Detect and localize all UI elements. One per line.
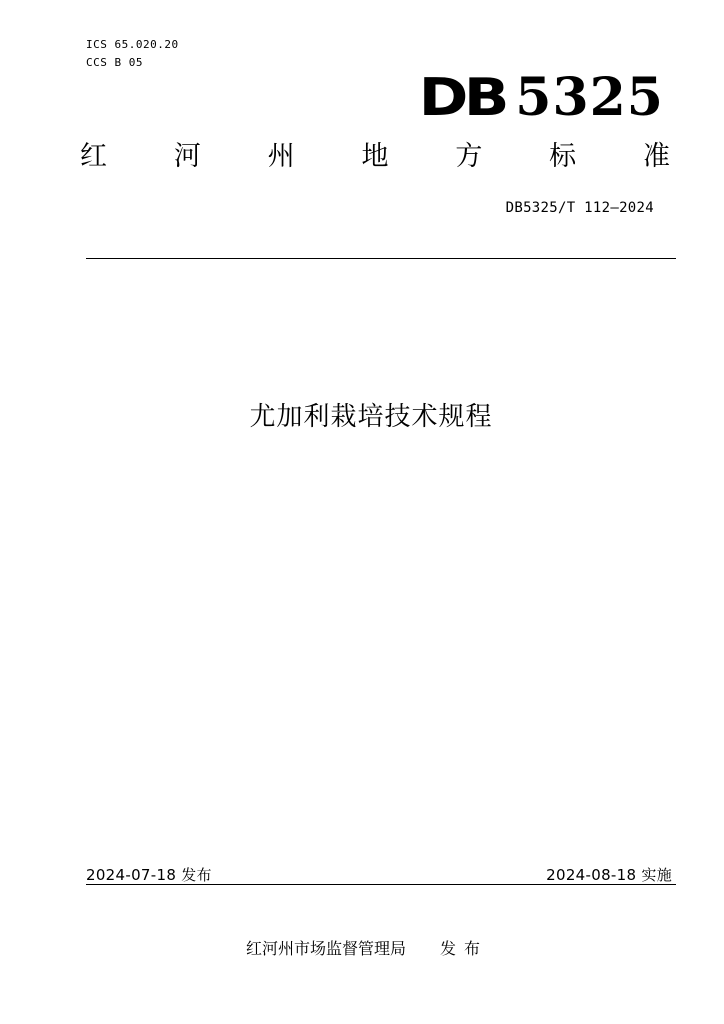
standard-type-char: 地 xyxy=(361,141,389,172)
db-logo-letters: DB xyxy=(419,68,506,128)
top-divider xyxy=(86,258,676,259)
standard-type-char: 河 xyxy=(173,141,201,172)
issue-date: 2024-07-18 发布 xyxy=(86,866,212,884)
ics-code: ICS 65.020.20 xyxy=(86,38,179,51)
publisher-name: 红河州市场监督管理局 xyxy=(246,939,407,958)
standard-type-char: 标 xyxy=(549,141,577,172)
db-logo-number: 5325 xyxy=(515,67,664,128)
standard-type-char: 准 xyxy=(642,141,670,172)
standard-code: DB5325/T 112—2024 xyxy=(505,200,654,216)
standard-type-char: 州 xyxy=(267,141,295,172)
bottom-divider xyxy=(86,884,676,885)
standard-type-char: 方 xyxy=(455,141,483,172)
document-title: 尤加利栽培技术规程 xyxy=(249,402,493,432)
implementation-date: 2024-08-18 实施 xyxy=(546,866,672,884)
db-logo xyxy=(419,67,664,128)
standard-type-char: 红 xyxy=(80,141,107,172)
standard-type-heading xyxy=(80,140,670,174)
publisher-action: 发布 xyxy=(440,939,489,958)
publisher-line xyxy=(246,936,488,959)
ccs-code: CCS B 05 xyxy=(86,56,143,69)
